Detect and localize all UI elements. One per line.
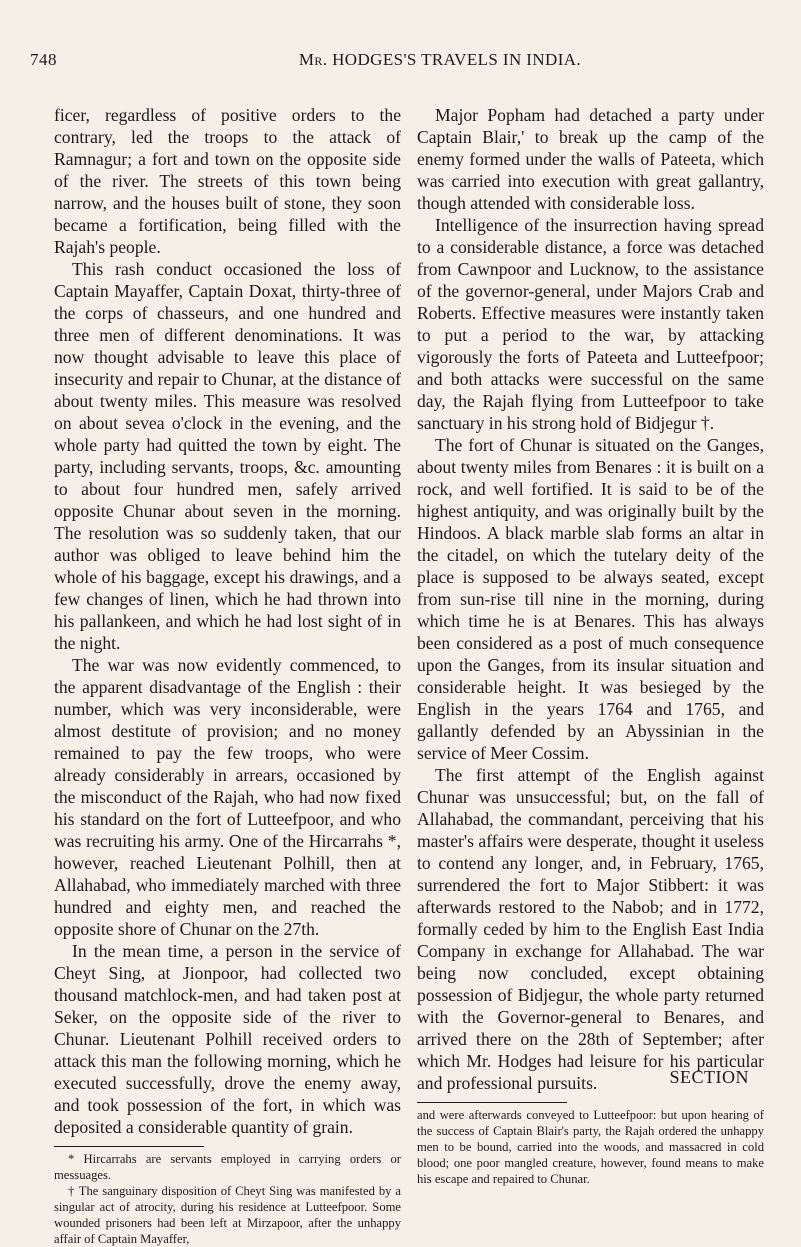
footnotes-left xyxy=(54,1151,401,1247)
paragraph: The first attempt of the English against Chunar was unsuccessful; but, on the fall of Allahabad, the commandant, perceiving that his master's affairs were desperate, thought it useless to contend any longer, and, in February, 1765, surrendered the fort to Major Stibbert: it was afterwards restored to the Nabob; and in 1772, formally ceded by him to the English East India Company in exchange for Allahabad. The war being now concluded, except obtaining possession of Bidjegur, the whole party returned with the Governor-general to Benares, and arrived there on the 28th of September; after which Mr. Hodges had leisure for his particular and professional pursuits. xyxy=(417,765,764,1093)
paragraph: Major Popham had detached a party under Captain Blair,' to break up the camp of the enemy formed under the walls of Pateeta, which was carried into execution with great gallantry, though attended with considerable loss. xyxy=(417,105,764,213)
footnote: * Hircarrahs are servants employed in carrying orders or messuages. xyxy=(54,1152,401,1182)
left-column xyxy=(54,104,401,1247)
paragraph: ficer, regardless of positive orders to the contrary, led the troops to the attack of Ramnagur; a fort and town on the opposite side of the river. The streets of this town being narrow, and the houses built of stone, they soon became a fortification, being filled with the Rajah's people. xyxy=(54,105,401,257)
footnote: and were afterwards conveyed to Lutteefpoor: but upon hearing of the success of Captain Blair's party, the Rajah ordered the unhappy men to be bound, carried into the woods, and massacred in cold blood; one poor mangled creature, however, found means to make his escape and repaired to Chunar. xyxy=(417,1108,764,1186)
footnote-rule xyxy=(54,1146,204,1147)
page-header xyxy=(0,30,801,70)
paragraph: In the mean time, a person in the service of Cheyt Sing, at Jionpoor, had collected two thousand matchlock-men, and had taken post at Seker, on the opposite side of the river to Chunar. Lieutenant Polhill received orders to attack this man the following morning, which he executed successfully, drove the enemy away, and took possession of the fort, in which was deposited a considerable quantity of grain. xyxy=(54,941,401,1137)
catchword: SECTION xyxy=(669,1067,749,1087)
footnote-rule xyxy=(417,1102,567,1103)
running-head: Mr. HODGES'S TRAVELS IN INDIA. xyxy=(298,50,582,69)
paragraph: The fort of Chunar is situated on the Ganges, about twenty miles from Benares : it is built on a rock, and well fortified. It is said to be of the highest antiquity, and was originally built by the Hindoos. A black marble slab forms an altar in the citadel, on which the tutelary deity of the place is supposed to be always seated, except from sun-rise till nine in the morning, during which time he is at Benares. This has always been considered as a post of much consequence upon the Ganges, from its insular situation and considerable height. It was besieged by the English in the years 1764 and 1765, and gallantly defended by an Abyssinian in the service of Meer Cossim. xyxy=(417,435,764,763)
footnote: † The sanguinary disposition of Cheyt Sing was manifested by a singular act of atrocity, during his residence at Lutteefpoor. Some wounded prisoners had been left at Mirzapoor, after the unhappy affair of Captain Mayaffer, xyxy=(54,1184,401,1246)
footnotes-right xyxy=(417,1107,764,1187)
paragraph: Intelligence of the insurrection having spread to a considerable distance, a force was detached from Cawnpoor and Lucknow, to the assistance of the governor-general, under Majors Crab and Roberts. Effective measures were instantly taken to put a period to the war, by attacking vigorously the forts of Pateeta and Lutteefpoor; and both attacks were successful on the same day, the Rajah flying from Lutteefpoor to take sanctuary in his strong hold of Bidjegur †. xyxy=(417,215,764,433)
paragraph: The war was now evidently commenced, to the apparent disadvantage of the English : their number, which was very inconsiderable, were almost destitute of provision; and no money remained to pay the few troops, who were already considerably in arrears, occasioned by the misconduct of the Rajah, who had now fixed his standard on the fort of Lutteefpoor, and who was recruiting his army. One of the Hircarrahs *, however, reached Lieutenant Polhill, then at Allahabad, who immediately marched with three hundred and eighty men, and reached the opposite shore of Chunar on the 27th. xyxy=(54,655,401,939)
paragraph: This rash conduct occasioned the loss of Captain Mayaffer, Captain Doxat, thirty-three of the corps of chasseurs, and one hundred and three men of different denominations. It was now thought advisable to leave this place of insecurity and repair to Chunar, at the distance of about twenty miles. This measure was resolved on about sevea o'clock in the evening, and the whole party had quitted the town by eight. The party, including servants, troops, &c. amounting to about four hundred men, safely arrived opposite Chunar about seven in the morning. The resolution was so suddenly taken, that our author was obliged to leave behind him the whole of his baggage, except his drawings, and a few changes of linen, which he had thrown into his pallankeen, and which he had lost sight of in the night. xyxy=(54,259,401,653)
right-column xyxy=(417,104,764,1187)
page-number: 748 xyxy=(30,50,57,69)
